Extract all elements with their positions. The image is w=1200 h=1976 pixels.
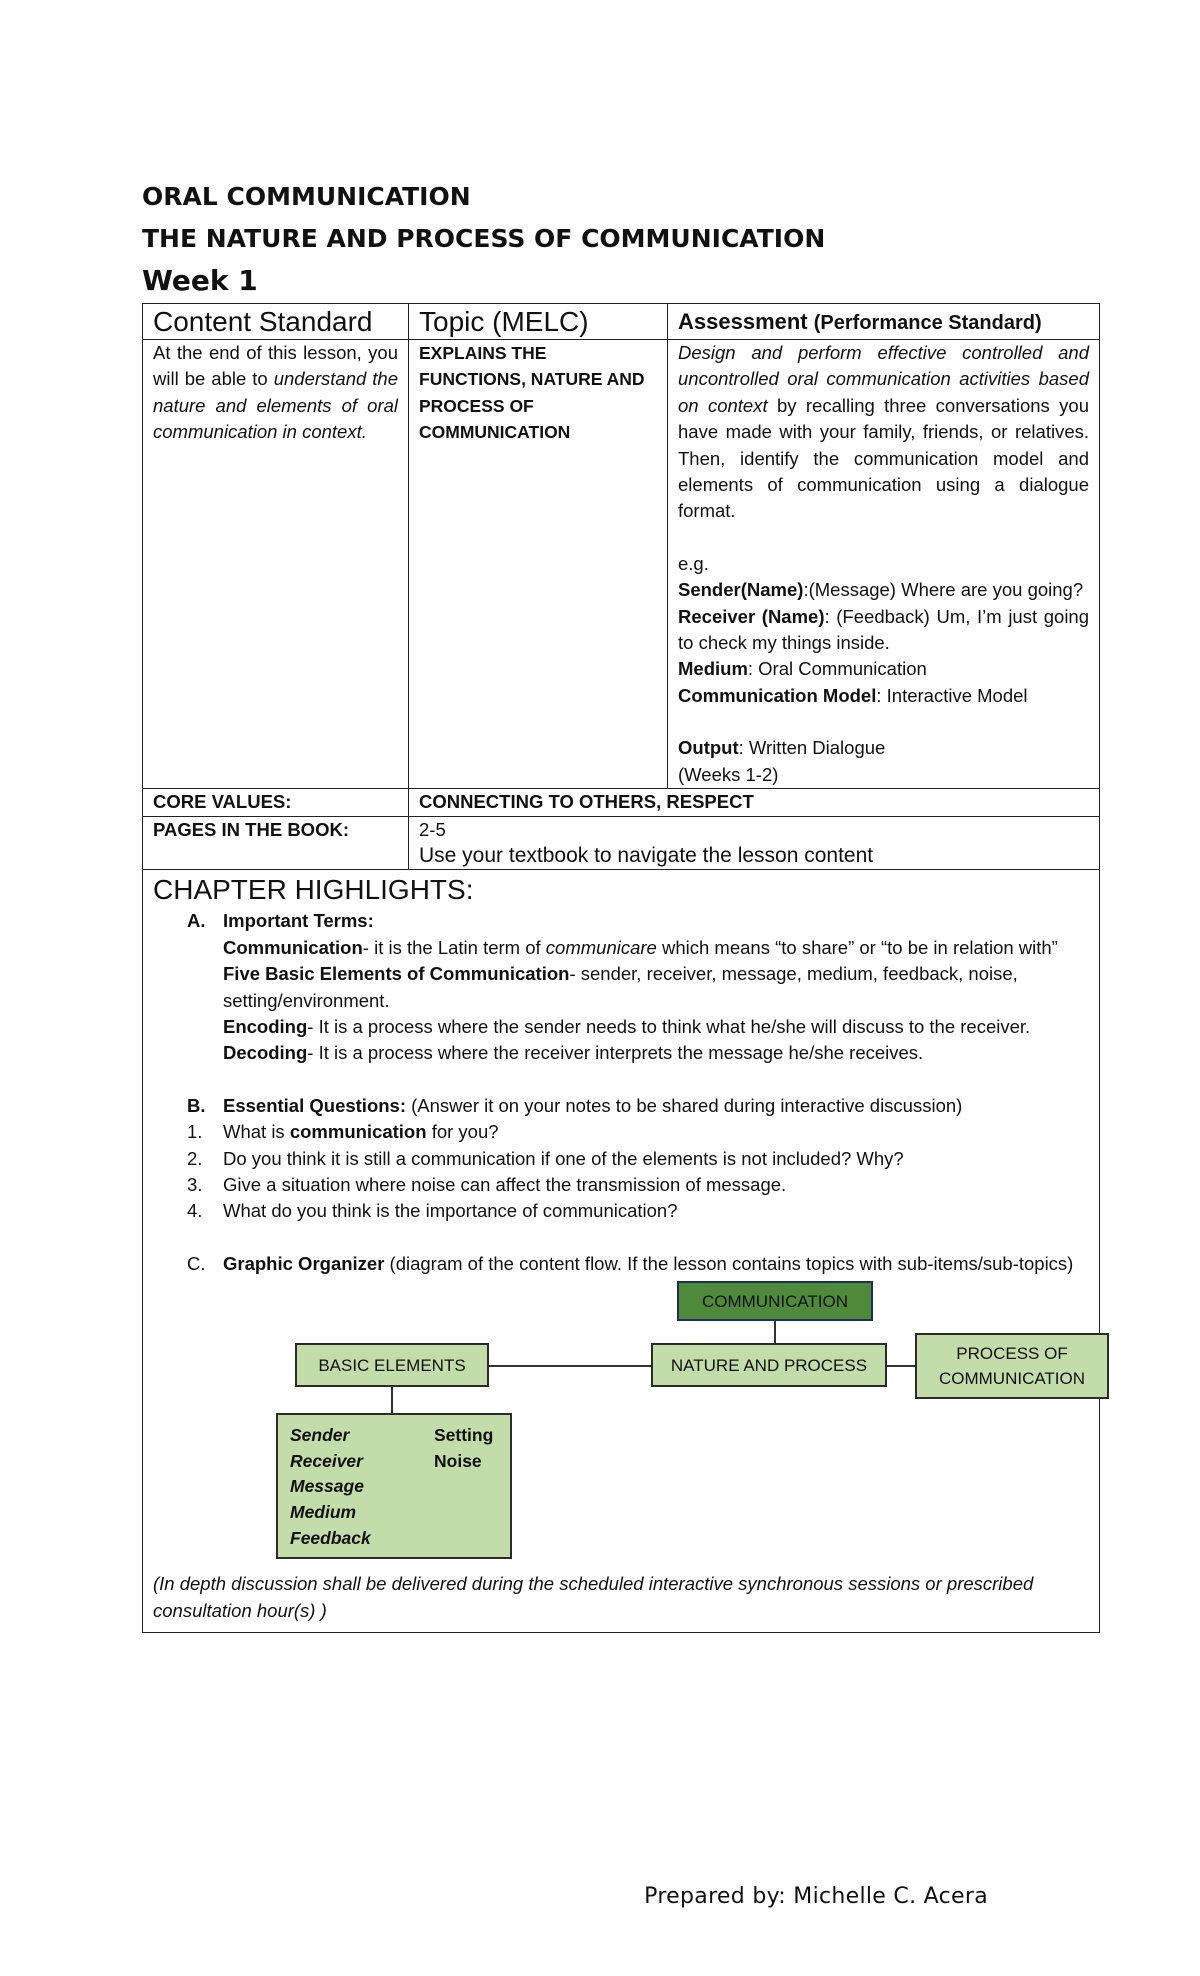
section-b: B. Essential Questions: (Answer it on your notes to be shared during interactive discussion): [187, 1094, 963, 1116]
assessment-cell: Design and perform effective controlled and uncontrolled oral communication activities based on context by recalling three conversations you have made with your family, friends, or relatives. Then, identify the communication model and elements of communication using a dialogue format. e.g. Sender(Name):(Message) Where are you going? Receiver (Name): (Feedback) Um, I’m just going to check my things inside. Medium: Oral Communication Communication Model: Interactive Model Output: Written Dialogue (Weeks 1-2): [668, 340, 1100, 789]
pages-value: 2-5 Use your textbook to navigate the lesson content: [409, 816, 1100, 870]
document-titles: [142, 176, 825, 302]
title-subject: ORAL COMMUNICATION: [142, 182, 471, 211]
question-item: 4. What do you think is the importance of communication?: [187, 1200, 678, 1222]
header-row: [143, 304, 1100, 340]
section-c: C. Graphic Organizer (diagram of the content flow. If the lesson contains topics with sub-items/sub-topics): [187, 1252, 1074, 1274]
title-topic: THE NATURE AND PROCESS OF COMMUNICATION: [142, 224, 826, 253]
core-values-label: CORE VALUES:: [143, 789, 409, 816]
topic-cell: EXPLAINS THE FUNCTIONS, NATURE AND PROCESS OF COMMUNICATION: [409, 340, 668, 789]
question-item: 1. What is communication for you?: [187, 1121, 499, 1143]
connector-line: [887, 1365, 915, 1367]
node-elements-list: Sender Receiver Message Medium Feedback Setting Noise: [276, 1413, 512, 1559]
pages-row: [143, 816, 1100, 870]
question-item: 2. Do you think it is still a communication if one of the elements is not included? Why?: [187, 1147, 904, 1169]
connector-line: [489, 1365, 651, 1367]
highlights-row: [143, 870, 1100, 1633]
prepared-by: Prepared by: Michelle C. Acera: [644, 1884, 988, 1909]
section-a: A. Important Terms: Communication- it is the Latin term of communicare which means “to share” or “to be in relation with” Five Basic Elements of Communication- sender, receiver, message, medium, feedback, noise, setting/environment. Encoding- It is a process where the sender needs to think what he/she will discuss to the receiver. Decoding- It is a process where the receiver interprets the message he/she receives.: [187, 910, 1058, 1064]
pages-label: PAGES IN THE BOOK:: [143, 816, 409, 870]
node-communication: COMMUNICATION: [677, 1281, 873, 1321]
header-topic: Topic (MELC): [409, 304, 668, 340]
header-assessment: Assessment (Performance Standard): [668, 304, 1100, 340]
title-week: Week 1: [142, 264, 258, 297]
node-basic-elements: BASIC ELEMENTS: [295, 1343, 489, 1387]
connector-line: [391, 1387, 393, 1413]
graphic-organizer: [153, 1281, 1089, 1571]
connector-line: [774, 1321, 776, 1343]
header-content-standard: Content Standard: [143, 304, 409, 340]
closing-note: (In depth discussion shall be delivered during the scheduled interactive synchronous sessions or prescribed consultation hour(s) ): [153, 1573, 1034, 1621]
node-nature-process: NATURE AND PROCESS: [651, 1343, 887, 1387]
node-process-of-communication: PROCESS OF COMMUNICATION: [915, 1333, 1109, 1399]
question-item: 3. Give a situation where noise can affect the transmission of message.: [187, 1173, 787, 1195]
core-values-row: [143, 789, 1100, 816]
core-values-value: CONNECTING TO OTHERS, RESPECT: [409, 789, 1100, 816]
content-row: [143, 340, 1100, 789]
chapter-highlights: [143, 870, 1100, 1633]
content-standard-cell: At the end of this lesson, you will be able to understand the nature and elements of oral communication in context.: [143, 340, 409, 789]
highlights-title: CHAPTER HIGHLIGHTS:: [153, 874, 474, 906]
lesson-table: [142, 303, 1100, 1633]
